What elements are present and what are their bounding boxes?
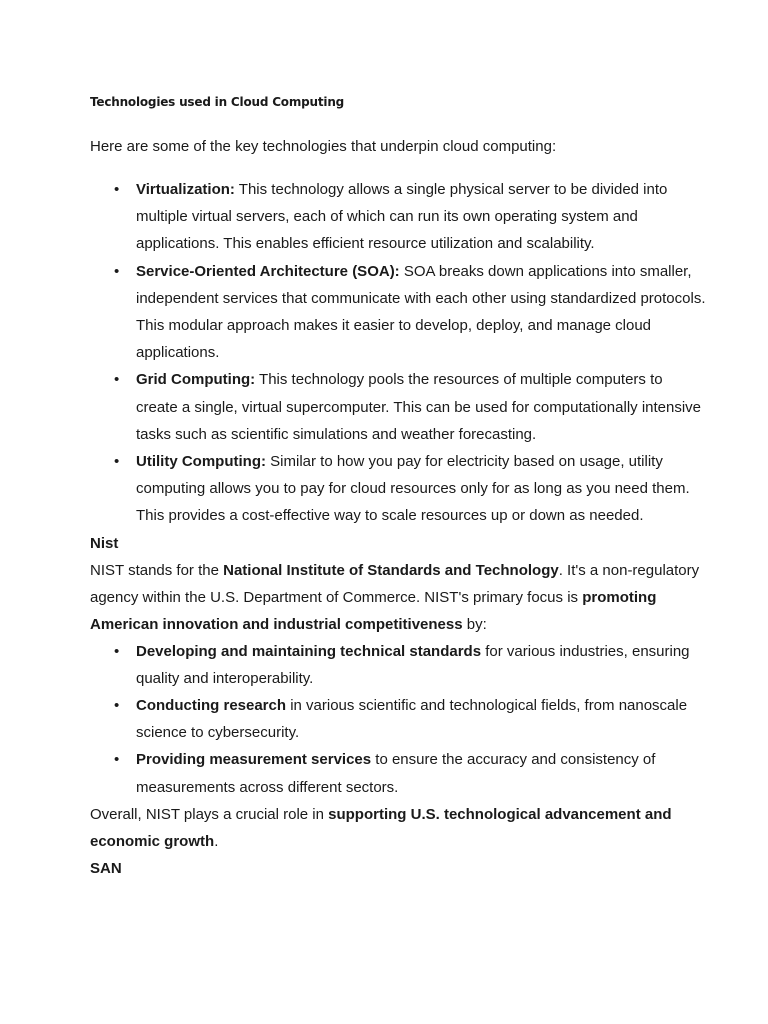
text-run: NIST stands for the bbox=[90, 561, 224, 579]
item-text: This technology pools the resources of multiple computers to create a single, virtual supercomputer. This can be used for computationally intensive tasks such as scientific simulations and weather forecasting. bbox=[136, 371, 702, 443]
item-text: This technology allows a single physical server to be divided into multiple virtual servers, each of which can run its own operating system and applications. This enables efficient resource utilization and scalability. bbox=[136, 181, 668, 253]
item-text: Similar to how you pay for electricity based on usage, utility computing allows you to pay for cloud resources only for as long as you need them. This provides a cost-effective way to scale resources up or down as needed. bbox=[136, 453, 690, 525]
list-item bbox=[114, 366, 708, 448]
item-text: SOA breaks down applications into smaller, independent services that communicate with each other using standardized protocols. This modular approach makes it easier to develop, deploy, and manage cloud applications. bbox=[136, 262, 706, 362]
item-term: Providing measurement services bbox=[136, 751, 372, 769]
bullet-icon: • bbox=[114, 751, 120, 769]
text-run-bold: National Institute of Standards and Technology bbox=[223, 561, 559, 579]
bullet-icon: • bbox=[114, 181, 120, 198]
list-item bbox=[114, 692, 708, 746]
item-term: Service-Oriented Architecture (SOA): bbox=[136, 262, 400, 280]
bullet-icon: • bbox=[114, 453, 120, 471]
list-item bbox=[114, 746, 708, 800]
text-run-bold: supporting U.S. technological advancement and economic growth bbox=[90, 805, 672, 850]
document-title: Technologies used in Cloud Computing bbox=[90, 95, 345, 109]
nist-heading: Nist bbox=[90, 534, 119, 552]
item-term: Utility Computing: bbox=[136, 453, 266, 471]
item-text: in various scientific and technological fields, from nanoscale science to cybersecurity. bbox=[136, 697, 688, 742]
item-term: Developing and maintaining technical standards bbox=[136, 642, 482, 660]
text-run: Overall, NIST plays a crucial role in bbox=[90, 805, 329, 823]
list-item bbox=[114, 638, 708, 692]
item-term: Grid Computing: bbox=[136, 371, 256, 389]
text-run: by: bbox=[462, 615, 487, 633]
list-item bbox=[114, 448, 708, 530]
nist-paragraph bbox=[90, 557, 708, 638]
item-term: Conducting research bbox=[136, 697, 287, 715]
item-term: Virtualization: bbox=[136, 181, 235, 198]
item-text: for various industries, ensuring quality and interoperability. bbox=[136, 642, 690, 687]
bullet-icon: • bbox=[114, 642, 120, 660]
list-item bbox=[114, 258, 708, 367]
nist-list bbox=[90, 638, 708, 801]
nist-summary-paragraph bbox=[90, 801, 708, 855]
bullet-icon: • bbox=[114, 697, 120, 715]
list-item bbox=[114, 176, 708, 258]
bullet-icon: • bbox=[114, 262, 120, 280]
text-run: . bbox=[214, 832, 219, 850]
bullet-icon: • bbox=[114, 371, 120, 389]
technologies-list bbox=[90, 176, 708, 530]
item-text: to ensure the accuracy and consistency of measurements across different sectors. bbox=[136, 751, 656, 796]
text-run-bold: promoting American innovation and industrial competitiveness bbox=[90, 588, 657, 633]
intro-paragraph: Here are some of the key technologies that underpin cloud computing: bbox=[90, 138, 557, 155]
san-heading: SAN bbox=[90, 859, 122, 877]
text-run: . It's a non-regulatory agency within the U.S. Department of Commerce. NIST's primary focus is bbox=[90, 561, 700, 606]
